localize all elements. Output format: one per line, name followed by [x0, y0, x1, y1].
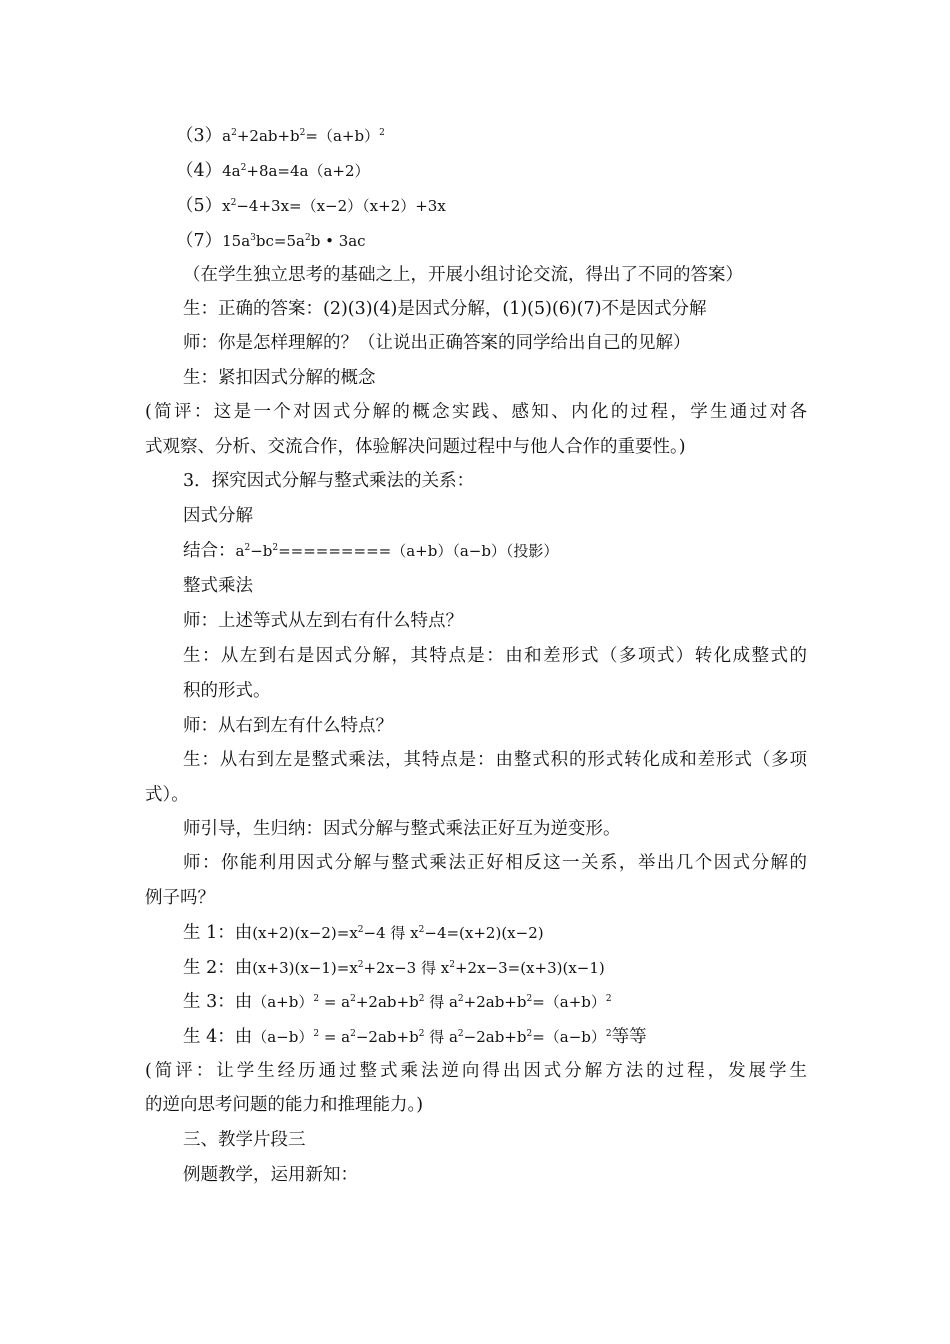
- text-line-21: 师引导，生归纳：因式分解与整式乘法正好互为逆变形。: [183, 819, 621, 839]
- line-prefix: 生 1：由: [183, 923, 253, 943]
- line-prefix: 生 4：由: [183, 1027, 253, 1047]
- math-expression: $(a+b)^2 = a^2+2ab+b^2$ 得 $a^2+2ab+b^2=(a+b)^2$: [252, 993, 612, 1011]
- math-expression: $x^2-4+3x=(x-2)(x+2)+3x$: [222, 197, 446, 215]
- text-line-20: 式）。: [145, 785, 189, 805]
- math-expression: $4a^2+8a=4a(a+2)$: [222, 162, 370, 180]
- text-line-17: 积的形式。: [183, 681, 271, 701]
- line-prefix: （4）: [176, 161, 223, 181]
- text-line-31: 例题教学，运用新知：: [183, 1165, 358, 1185]
- text-line-11: 3．探究因式分解与整式乘法的关系：: [183, 471, 475, 491]
- math-expression: $(a-b)^2 = a^2-2ab+b^2$ 得 $a^2-2ab+b^2=(a-b)^2$: [252, 1028, 612, 1046]
- text-line-14: 整式乘法: [183, 576, 253, 596]
- line-prefix: （3）: [176, 126, 223, 146]
- text-line-12: 因式分解: [183, 506, 253, 526]
- text-line-23: 例子吗？: [145, 888, 215, 908]
- text-line-18: 师：从右到左有什么特点？: [183, 716, 393, 736]
- line-suffix: 等等: [611, 1027, 647, 1047]
- text-line-22: 师：你能利用因式分解与整式乘法正好相反这一关系，举出几个因式分解的: [183, 853, 807, 873]
- text-line-30: 三、教学片段三: [183, 1130, 306, 1150]
- text-line-8: 生：紧扣因式分解的概念: [183, 368, 376, 388]
- text-line-15: 师：上述等式从左到右有什么特点？: [183, 611, 463, 631]
- line-prefix: 生 3：由: [183, 992, 253, 1012]
- line-prefix: （7）: [176, 231, 223, 251]
- line-prefix: 结合：: [183, 541, 236, 561]
- text-line-2: [176, 159, 370, 183]
- text-line-27: [183, 1025, 647, 1049]
- text-line-29: 的逆向思考问题的能力和推理能力。): [145, 1095, 424, 1115]
- text-line-4: [176, 229, 366, 253]
- text-line-25: [183, 956, 605, 980]
- text-line-19: 生：从右到左是整式乘法，其特点是：由整式积的形式转化成和差形式（多项: [183, 750, 807, 770]
- text-line-10: 式观察、分析、交流合作，体验解决问题过程中与他人合作的重要性。): [145, 437, 686, 457]
- text-line-16: 生：从左到右是因式分解，其特点是：由和差形式（多项式）转化成整式的: [183, 646, 807, 666]
- text-line-9: (简评：这是一个对因式分解的概念实践、感知、内化的过程，学生通过对各: [145, 402, 807, 422]
- text-line-5: （在学生独立思考的基础之上，开展小组讨论交流，得出了不同的答案）: [183, 265, 743, 285]
- math-expression: $a^2+2ab+b^2=(a+b)^2$: [222, 127, 385, 145]
- line-prefix: （5）: [176, 196, 223, 216]
- text-line-1: [176, 124, 385, 148]
- text-line-28: (简评：让学生经历通过整式乘法逆向得出因式分解方法的过程，发展学生: [145, 1061, 807, 1081]
- math-expression: $(x+2)(x-2)=x^2-4$ 得 $x^2-4=(x+2)(x-2)$: [252, 924, 544, 942]
- text-line-3: [176, 194, 446, 218]
- text-line-13: [183, 539, 558, 563]
- text-line-26: [183, 990, 612, 1014]
- math-expression: $15a^3bc=5a^2b$ • 3ac: [222, 232, 366, 250]
- text-line-6: 生：正确的答案：(2)(3)(4)是因式分解，(1)(5)(6)(7)不是因式分解: [183, 299, 707, 319]
- text-line-24: [183, 921, 544, 945]
- math-expression: $(x+3)(x-1)=x^2+2x-3$ 得 $x^2+2x-3=(x+3)(x-1)$: [252, 959, 605, 977]
- math-expression: $a^2-b^2=========(a+b)(a-b)$（投影）: [235, 542, 559, 560]
- text-line-7: 师：你是怎样理解的？（让说出正确答案的同学给出自己的见解）: [183, 333, 691, 353]
- line-prefix: 生 2：由: [183, 958, 253, 978]
